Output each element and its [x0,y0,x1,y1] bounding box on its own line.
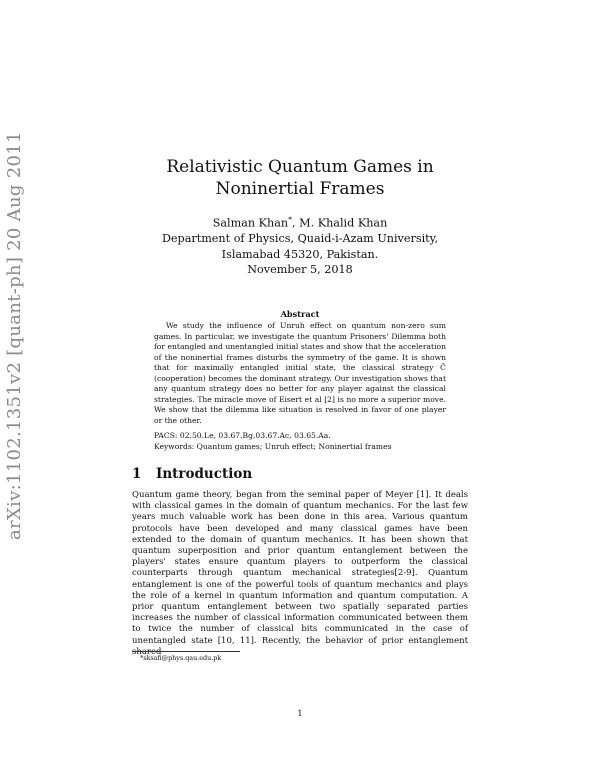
paper-date: November 5, 2018 [247,263,353,276]
pacs-line: PACS: 02.50.Le, 03.67.Bg,03.67.Ac, 03.65.Aa. [154,431,331,440]
footnote-mark: * [288,215,293,224]
arxiv-identifier: arXiv:1102.1351v2 [quant-ph] 20 Aug 2011 [4,131,25,540]
affiliation-line-2: Islamabad 45320, Pakistan. [221,247,379,261]
section-heading [132,466,252,482]
footnote: *sksafi@phys.qau.edu.pk [140,654,222,662]
introduction-paragraph: Quantum game theory, began from the seminal paper of Meyer [1]. It deals with classical games in the domain of quantum mechanics. For the last few years much valuable work has been done in this area. Various quantum protocols have been developed and many classical games have been extended to the domain of quantum mechanics. It has been shown that quantum superposition and prior quantum entanglement between the players' states ensure quantum players to outperform the classical counterparts through quantum mechanical strategies[2-9]. Quantum entanglement is one of the powerful tools of quantum mechanics and plays the role of a kernel in quantum information and quantum computation. A prior quantum entanglement between two spatially separated parties increases the number of classical information communicated between them to twice the number of classical bits communicated in the case of unentangled state [10, 11]. Recently, the behavior of prior entanglement shared [132,490,468,657]
paper-title: Relativistic Quantum Games in Noninertial Frames [166,157,434,199]
author-block [100,212,500,262]
section-number: 1 [132,466,142,482]
footnote-rule [132,651,240,652]
section-title: Introduction [156,466,253,482]
author-name-1: Salman Khan [212,216,289,230]
keywords-line: Keywords: Quantum games; Unruh effect; Noninertial frames [154,442,392,451]
page-number: 1 [297,709,303,719]
author-name-2: M. Khalid Khan [299,216,388,230]
author-names [100,212,500,231]
abstract-heading: Abstract [280,309,320,319]
abstract-text: We study the influence of Unruh effect on quantum non-zero sum games. In particular, we investigate the quantum Prisoners' Dilemma both for entangled and unentangled initial states and show that the acceleration of the noninertial frames disturbs the symmetry of the game. It is shown that for maximally entangled initial state, the classical strategy Ĉ (cooperation) becomes the dominant strategy. Our investigation shows that any quantum strategy does no better for any player against the classical strategies. The miracle move of Eisert et al [2] is no more a superior move. We show that the dilemma like situation is resolved in favor of one player or the other. [154,321,446,425]
affiliation-line-1: Department of Physics, Quaid-i-Azam University, [161,232,439,246]
author-separator: , [292,216,300,230]
